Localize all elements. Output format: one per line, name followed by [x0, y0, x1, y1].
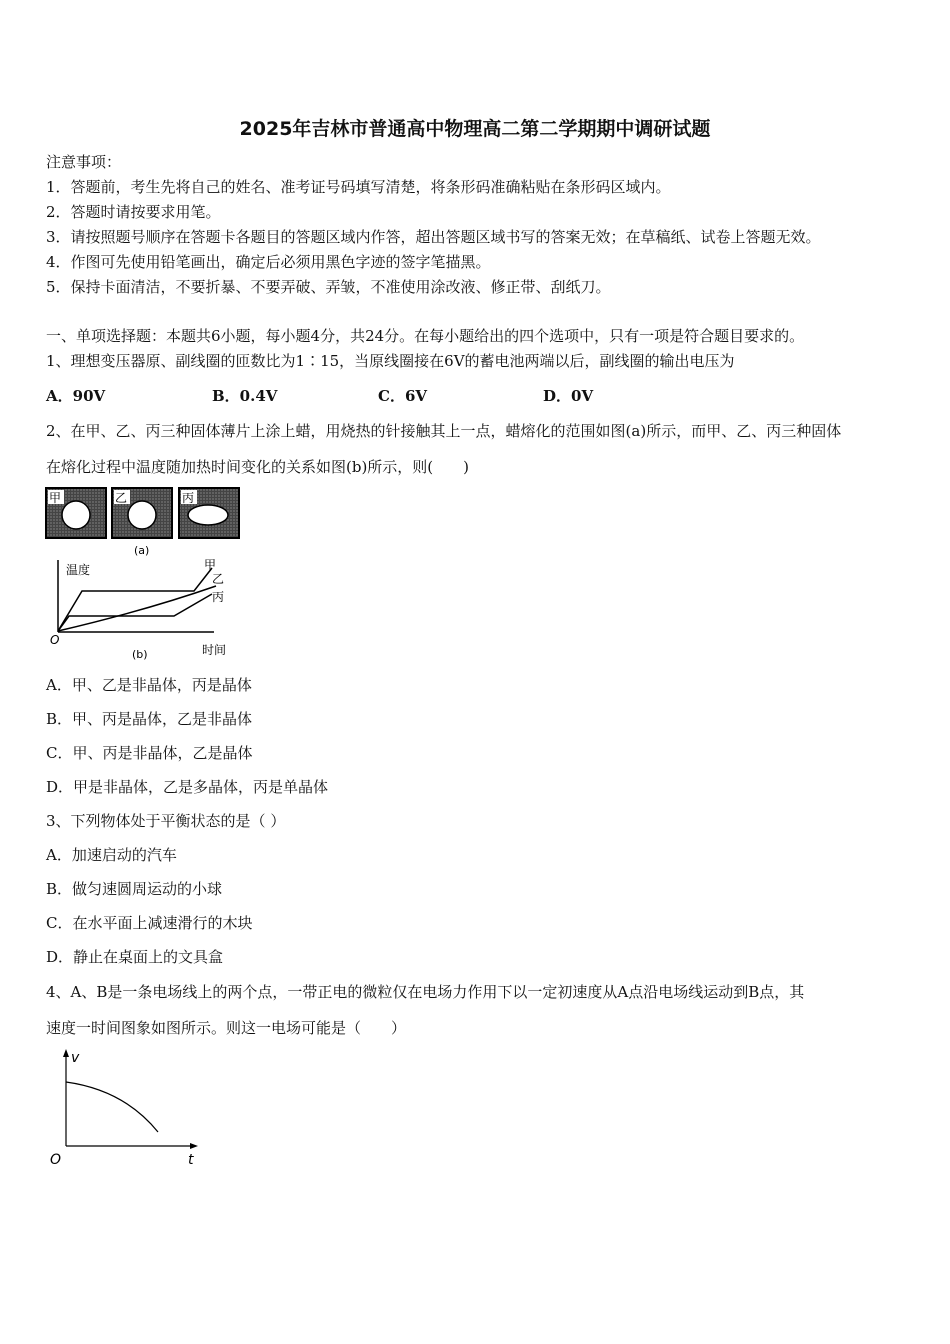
origin-label: O	[50, 633, 60, 647]
q2-option-c: C．甲、丙是非晶体，乙是晶体	[46, 744, 253, 762]
t-axis-label: t	[188, 1152, 194, 1168]
notice-item: 1．答题前，考生先将自己的姓名、准考证号码填写清楚，将条形码准确粘贴在条形码区域内。	[46, 178, 671, 196]
curve-label-yi: 乙	[212, 572, 225, 586]
question-4-stem-line2: 速度一时间图象如图所示。则这一电场可能是（ ）	[46, 1019, 407, 1037]
q1-option-a: A．90V	[46, 387, 106, 405]
page-title: 2025年吉林市普通高中物理高二第二学期期中调研试题	[239, 118, 711, 140]
sample-label-bing: 丙	[182, 491, 195, 505]
figure-b-melting-curves	[44, 556, 244, 662]
origin-label: O	[50, 1152, 62, 1168]
notice-item: 2．答题时请按要求用笔。	[46, 203, 221, 221]
sample-bing	[179, 488, 239, 538]
curve-label-jia: 甲	[204, 558, 217, 572]
velocity-curve	[66, 1082, 158, 1132]
q2-option-d: D．甲是非晶体，乙是多晶体，丙是单晶体	[46, 778, 329, 796]
notice-item: 5．保持卡面清洁，不要折暴、不要弄破、弄皱，不准使用涂改液、修正带、刮纸刀。	[46, 278, 611, 296]
sample-yi	[112, 488, 172, 538]
figure-a-caption: (a)	[134, 544, 150, 557]
velocity-time-graph	[44, 1046, 204, 1172]
question-2-stem-line1: 2、在甲、乙、丙三种固体薄片上涂上蜡，用烧热的针接触其上一点，蜡熔化的范围如图(a)所示，而甲、乙、丙三种固体	[46, 422, 842, 440]
x-axis-label: 时间	[202, 643, 227, 657]
notice-item: 3．请按照题号顺序在答题卡各题目的答题区域内作答，超出答题区域书写的答案无效；在草稿纸、试卷上答题无效。	[46, 228, 821, 246]
q3-option-c: C．在水平面上减速滑行的木块	[46, 914, 253, 932]
q1-option-b: B．0.4V	[212, 387, 278, 405]
curve-jia	[58, 568, 212, 631]
figure-b-caption: (b)	[132, 648, 148, 661]
notice-item: 4．作图可先使用铅笔画出，确定后必须用黑色字迹的签字笔描黑。	[46, 253, 491, 271]
sample-label-yi: 乙	[115, 491, 128, 505]
q3-option-a: A．加速启动的汽车	[46, 846, 177, 864]
section-heading: 一、单项选择题：本题共6小题，每小题4分，共24分。在每小题给出的四个选项中，只有一项是符合题目要求的。	[46, 327, 805, 345]
y-axis-label: 温度	[66, 563, 91, 577]
question-3-stem: 3、下列物体处于平衡状态的是（ ）	[46, 812, 286, 830]
q3-option-d: D．静止在桌面上的文具盒	[46, 948, 224, 966]
q3-option-b: B．做匀速圆周运动的小球	[46, 880, 223, 898]
sample-label-jia: 甲	[49, 491, 62, 505]
question-2-stem-line2: 在熔化过程中温度随加热时间变化的关系如图(b)所示，则( )	[46, 458, 470, 476]
q2-option-a: A．甲、乙是非晶体，丙是晶体	[46, 676, 252, 694]
figure-a-wax-samples	[44, 486, 244, 558]
q2-option-b: B．甲、丙是晶体，乙是非晶体	[46, 710, 253, 728]
sample-jia	[46, 488, 106, 538]
v-axis-arrow	[63, 1049, 69, 1057]
question-1-stem: 1、理想变压器原、副线圈的匝数比为1∶15，当原线圈接在6V的蓄电池两端以后，副线圈的输出电压为	[46, 352, 735, 370]
curve-label-bing: 丙	[212, 590, 225, 604]
q1-option-d: D．0V	[543, 387, 594, 405]
q1-option-c: C．6V	[378, 387, 428, 405]
t-axis-arrow	[190, 1143, 198, 1149]
v-axis-label: v	[71, 1050, 80, 1066]
question-4-stem-line1: 4、A、B是一条电场线上的两个点，一带正电的微粒仅在电场力作用下以一定初速度从A点沿电场线运动到B点，其	[46, 983, 805, 1001]
notice-heading: 注意事项：	[46, 153, 122, 171]
